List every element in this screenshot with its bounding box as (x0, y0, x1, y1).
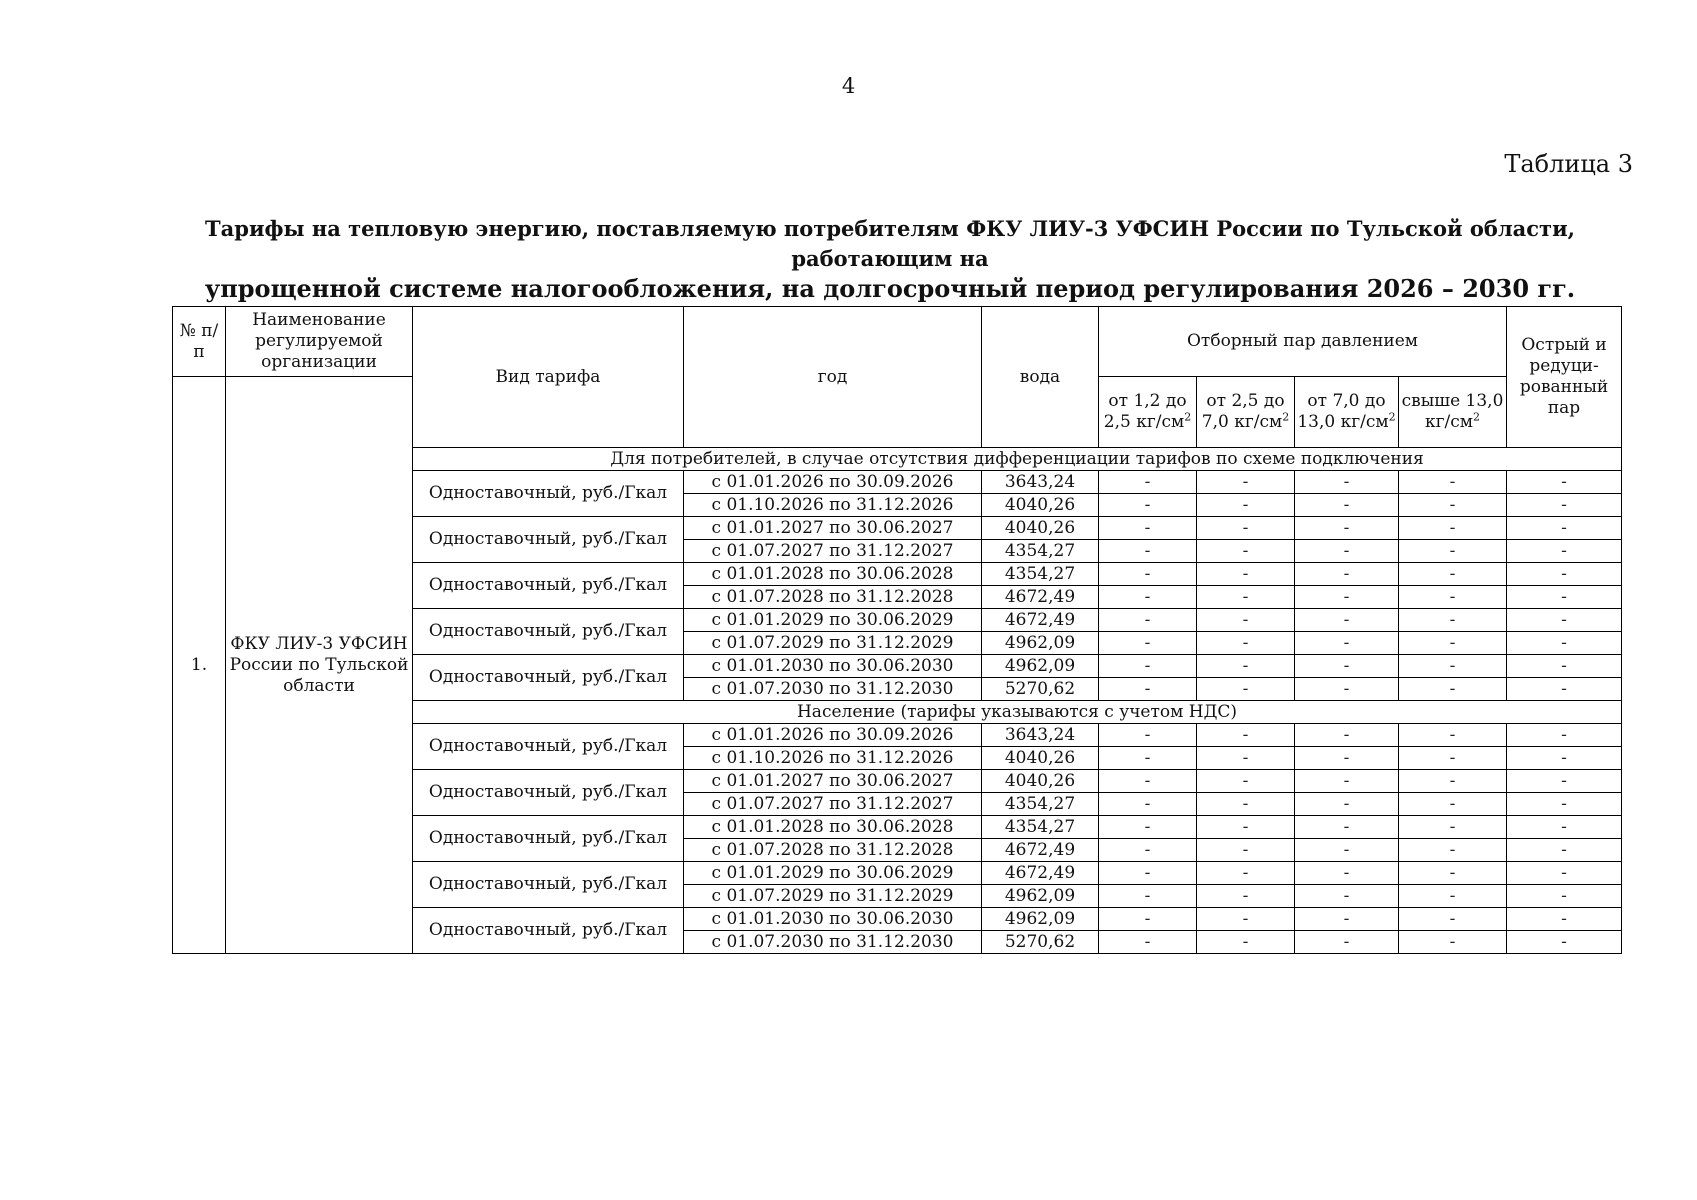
empty-value-cell: - (1295, 494, 1399, 517)
tariff-table-body (173, 307, 1622, 954)
empty-value-cell: - (1197, 931, 1295, 954)
empty-value-cell: - (1295, 724, 1399, 747)
empty-value-cell: - (1507, 908, 1622, 931)
empty-value-cell: - (1099, 770, 1197, 793)
empty-value-cell: - (1295, 839, 1399, 862)
header-steam-1-sup: 2 (1184, 410, 1192, 424)
tariff-type-cell: Одноставочный, руб./Гкал (413, 609, 684, 655)
water-cell: 4962,09 (982, 908, 1099, 931)
header-steam-4-sup: 2 (1473, 410, 1481, 424)
empty-value-cell: - (1399, 793, 1507, 816)
empty-value-cell: - (1295, 770, 1399, 793)
header-steam-2-sup: 2 (1282, 410, 1290, 424)
empty-value-cell: - (1099, 609, 1197, 632)
period-cell: с 01.07.2028 по 31.12.2028 (684, 586, 982, 609)
period-cell: с 01.07.2030 по 31.12.2030 (684, 931, 982, 954)
document-title (150, 214, 1630, 304)
empty-value-cell: - (1399, 931, 1507, 954)
header-num: № п/п (173, 307, 226, 377)
period-cell: с 01.07.2027 по 31.12.2027 (684, 793, 982, 816)
empty-value-cell: - (1197, 839, 1295, 862)
empty-value-cell: - (1099, 494, 1197, 517)
header-year: год (684, 307, 982, 448)
tariff-table (172, 306, 1622, 954)
period-cell: с 01.07.2029 по 31.12.2029 (684, 632, 982, 655)
empty-value-cell: - (1399, 885, 1507, 908)
table-label: Таблица 3 (1504, 150, 1633, 178)
empty-value-cell: - (1099, 678, 1197, 701)
water-cell: 4672,49 (982, 609, 1099, 632)
tariff-type-cell: Одноставочный, руб./Гкал (413, 908, 684, 954)
water-cell: 4962,09 (982, 885, 1099, 908)
empty-value-cell: - (1197, 816, 1295, 839)
period-cell: с 01.01.2026 по 30.09.2026 (684, 724, 982, 747)
empty-value-cell: - (1399, 655, 1507, 678)
period-cell: с 01.01.2028 по 30.06.2028 (684, 816, 982, 839)
empty-value-cell: - (1507, 540, 1622, 563)
empty-value-cell: - (1507, 609, 1622, 632)
water-cell: 4962,09 (982, 632, 1099, 655)
empty-value-cell: - (1197, 862, 1295, 885)
empty-value-cell: - (1295, 931, 1399, 954)
tariff-type-cell: Одноставочный, руб./Гкал (413, 816, 684, 862)
period-cell: с 01.07.2027 по 31.12.2027 (684, 540, 982, 563)
period-cell: с 01.10.2026 по 31.12.2026 (684, 494, 982, 517)
water-cell: 5270,62 (982, 931, 1099, 954)
empty-value-cell: - (1295, 540, 1399, 563)
water-cell: 3643,24 (982, 471, 1099, 494)
empty-value-cell: - (1399, 563, 1507, 586)
row-number: 1. (173, 377, 226, 954)
empty-value-cell: - (1099, 816, 1197, 839)
empty-value-cell: - (1197, 494, 1295, 517)
empty-value-cell: - (1295, 563, 1399, 586)
header-steam-group: Отборный пар давлением (1099, 307, 1507, 377)
empty-value-cell: - (1099, 839, 1197, 862)
empty-value-cell: - (1399, 517, 1507, 540)
empty-value-cell: - (1399, 770, 1507, 793)
empty-value-cell: - (1099, 747, 1197, 770)
empty-value-cell: - (1399, 494, 1507, 517)
empty-value-cell: - (1399, 839, 1507, 862)
water-cell: 4354,27 (982, 793, 1099, 816)
empty-value-cell: - (1099, 632, 1197, 655)
empty-value-cell: - (1295, 862, 1399, 885)
empty-value-cell: - (1507, 517, 1622, 540)
section-title: Население (тарифы указываются с учетом НДС) (413, 701, 1622, 724)
header-row-1 (173, 307, 1622, 377)
title-line-2: упрощенной системе налогообложения, на долгосрочный период регулирования 2026 – 2030 гг. (204, 274, 1576, 303)
empty-value-cell: - (1295, 586, 1399, 609)
empty-value-cell: - (1197, 563, 1295, 586)
empty-value-cell: - (1295, 609, 1399, 632)
empty-value-cell: - (1295, 655, 1399, 678)
empty-value-cell: - (1399, 816, 1507, 839)
empty-value-cell: - (1197, 632, 1295, 655)
empty-value-cell: - (1099, 931, 1197, 954)
empty-value-cell: - (1399, 862, 1507, 885)
empty-value-cell: - (1197, 517, 1295, 540)
header-steam-3-text: от 7,0 до 13,0 кг/см (1297, 391, 1389, 432)
empty-value-cell: - (1399, 471, 1507, 494)
water-cell: 4354,27 (982, 540, 1099, 563)
empty-value-cell: - (1399, 632, 1507, 655)
empty-value-cell: - (1399, 609, 1507, 632)
empty-value-cell: - (1507, 586, 1622, 609)
empty-value-cell: - (1197, 609, 1295, 632)
water-cell: 4672,49 (982, 862, 1099, 885)
organization-name: ФКУ ЛИУ-3 УФСИН России по Тульской области (226, 377, 413, 954)
empty-value-cell: - (1507, 793, 1622, 816)
empty-value-cell: - (1507, 839, 1622, 862)
empty-value-cell: - (1099, 885, 1197, 908)
water-cell: 4354,27 (982, 816, 1099, 839)
header-sharp-steam: Острый и редуци-рованный пар (1507, 307, 1622, 448)
header-org: Наименование регулируемой организации (226, 307, 413, 377)
empty-value-cell: - (1197, 770, 1295, 793)
period-cell: с 01.10.2026 по 31.12.2026 (684, 747, 982, 770)
empty-value-cell: - (1099, 655, 1197, 678)
period-cell: с 01.07.2030 по 31.12.2030 (684, 678, 982, 701)
water-cell: 4962,09 (982, 655, 1099, 678)
tariff-type-cell: Одноставочный, руб./Гкал (413, 471, 684, 517)
header-steam-1 (1099, 377, 1197, 448)
tariff-type-cell: Одноставочный, руб./Гкал (413, 724, 684, 770)
tariff-type-cell: Одноставочный, руб./Гкал (413, 862, 684, 908)
empty-value-cell: - (1099, 586, 1197, 609)
empty-value-cell: - (1197, 908, 1295, 931)
empty-value-cell: - (1507, 632, 1622, 655)
header-steam-4-text: свыше 13,0 кг/см (1401, 391, 1504, 432)
empty-value-cell: - (1197, 678, 1295, 701)
empty-value-cell: - (1295, 885, 1399, 908)
period-cell: с 01.01.2029 по 30.06.2029 (684, 609, 982, 632)
period-cell: с 01.01.2030 по 30.06.2030 (684, 908, 982, 931)
period-cell: с 01.01.2028 по 30.06.2028 (684, 563, 982, 586)
tariff-type-cell: Одноставочный, руб./Гкал (413, 563, 684, 609)
period-cell: с 01.07.2028 по 31.12.2028 (684, 839, 982, 862)
empty-value-cell: - (1507, 816, 1622, 839)
empty-value-cell: - (1507, 563, 1622, 586)
page-number: 4 (841, 74, 856, 98)
period-cell: с 01.01.2029 по 30.06.2029 (684, 862, 982, 885)
water-cell: 4040,26 (982, 517, 1099, 540)
period-cell: с 01.01.2027 по 30.06.2027 (684, 517, 982, 540)
header-steam-3 (1295, 377, 1399, 448)
empty-value-cell: - (1099, 793, 1197, 816)
empty-value-cell: - (1507, 862, 1622, 885)
empty-value-cell: - (1507, 724, 1622, 747)
header-tariff-type: Вид тарифа (413, 307, 684, 448)
header-steam-2 (1197, 377, 1295, 448)
header-steam-3-sup: 2 (1388, 410, 1396, 424)
empty-value-cell: - (1507, 931, 1622, 954)
water-cell: 4672,49 (982, 586, 1099, 609)
empty-value-cell: - (1099, 517, 1197, 540)
water-cell: 4354,27 (982, 563, 1099, 586)
empty-value-cell: - (1197, 471, 1295, 494)
section-title: Для потребителей, в случае отсутствия дифференциации тарифов по схеме подключения (413, 448, 1622, 471)
empty-value-cell: - (1295, 517, 1399, 540)
empty-value-cell: - (1399, 540, 1507, 563)
empty-value-cell: - (1197, 793, 1295, 816)
empty-value-cell: - (1295, 908, 1399, 931)
empty-value-cell: - (1507, 494, 1622, 517)
water-cell: 3643,24 (982, 724, 1099, 747)
water-cell: 4040,26 (982, 747, 1099, 770)
period-cell: с 01.01.2026 по 30.09.2026 (684, 471, 982, 494)
water-cell: 4672,49 (982, 839, 1099, 862)
empty-value-cell: - (1507, 471, 1622, 494)
empty-value-cell: - (1197, 747, 1295, 770)
header-water: вода (982, 307, 1099, 448)
empty-value-cell: - (1197, 655, 1295, 678)
empty-value-cell: - (1507, 747, 1622, 770)
water-cell: 4040,26 (982, 770, 1099, 793)
water-cell: 4040,26 (982, 494, 1099, 517)
empty-value-cell: - (1399, 724, 1507, 747)
title-line-1: Тарифы на тепловую энергию, поставляемую потребителям ФКУ ЛИУ-3 УФСИН России по Тульской области, работающим на (205, 216, 1575, 271)
empty-value-cell: - (1399, 747, 1507, 770)
empty-value-cell: - (1099, 908, 1197, 931)
header-steam-4 (1399, 377, 1507, 448)
empty-value-cell: - (1099, 540, 1197, 563)
header-steam-1-text: от 1,2 до 2,5 кг/см (1103, 391, 1187, 432)
empty-value-cell: - (1507, 885, 1622, 908)
empty-value-cell: - (1099, 563, 1197, 586)
empty-value-cell: - (1197, 540, 1295, 563)
empty-value-cell: - (1099, 471, 1197, 494)
period-cell: с 01.01.2027 по 30.06.2027 (684, 770, 982, 793)
period-cell: с 01.07.2029 по 31.12.2029 (684, 885, 982, 908)
empty-value-cell: - (1099, 724, 1197, 747)
empty-value-cell: - (1197, 586, 1295, 609)
empty-value-cell: - (1507, 655, 1622, 678)
empty-value-cell: - (1399, 678, 1507, 701)
empty-value-cell: - (1295, 793, 1399, 816)
empty-value-cell: - (1399, 586, 1507, 609)
header-steam-2-text: от 2,5 до 7,0 кг/см (1201, 391, 1285, 432)
period-cell: с 01.01.2030 по 30.06.2030 (684, 655, 982, 678)
empty-value-cell: - (1507, 678, 1622, 701)
empty-value-cell: - (1295, 678, 1399, 701)
empty-value-cell: - (1507, 770, 1622, 793)
empty-value-cell: - (1295, 632, 1399, 655)
water-cell: 5270,62 (982, 678, 1099, 701)
empty-value-cell: - (1099, 862, 1197, 885)
empty-value-cell: - (1197, 885, 1295, 908)
empty-value-cell: - (1197, 724, 1295, 747)
empty-value-cell: - (1399, 908, 1507, 931)
empty-value-cell: - (1295, 747, 1399, 770)
tariff-type-cell: Одноставочный, руб./Гкал (413, 517, 684, 563)
tariff-type-cell: Одноставочный, руб./Гкал (413, 655, 684, 701)
empty-value-cell: - (1295, 471, 1399, 494)
empty-value-cell: - (1295, 816, 1399, 839)
tariff-type-cell: Одноставочный, руб./Гкал (413, 770, 684, 816)
